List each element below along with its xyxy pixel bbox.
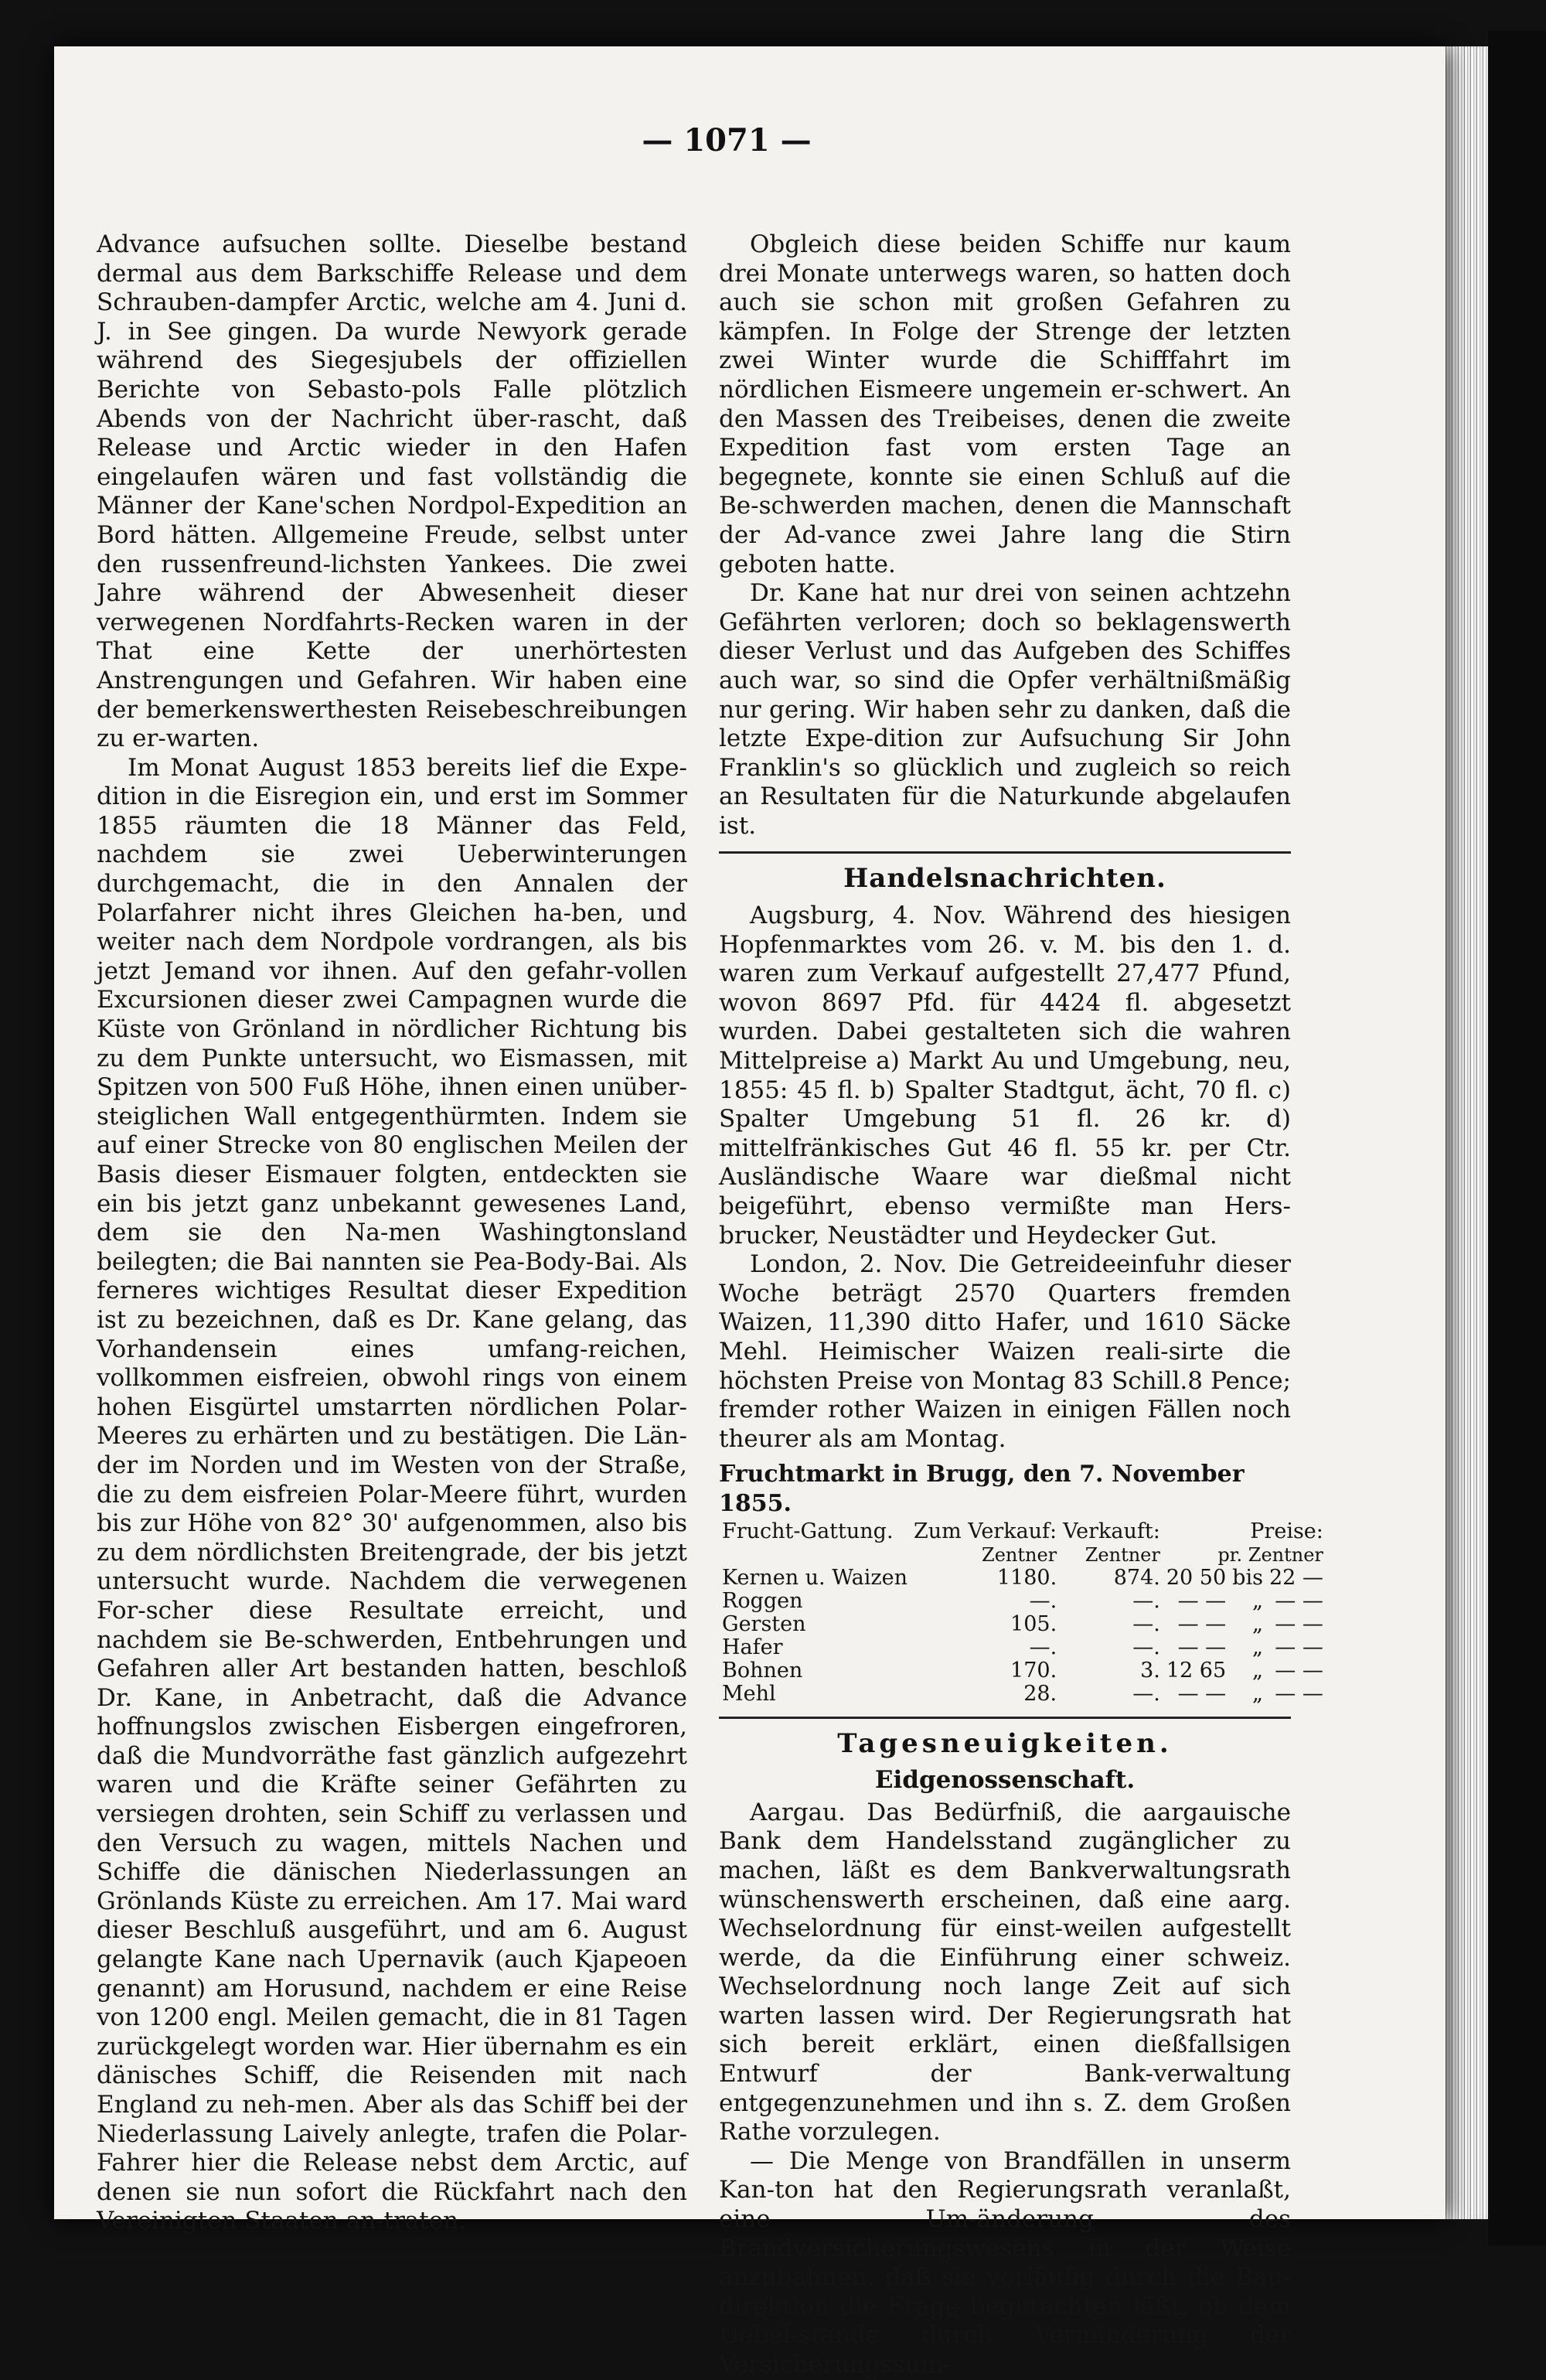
market-cell: — — — [1177, 1611, 1227, 1636]
article-paragraph: Advance aufsuchen sollte. Dieselbe bestand dermal aus dem Barkschiffe Release und dem Schrauben-dampfer Arctic, welche am 4. Juni d. J. in See gingen. Da wurde Newyork gerade während des Siegesjubels der offiziellen Berichte von Sebasto-pols Falle plötzlich Abends von der Nachricht über-rascht, daß Release und Arctic wieder in den Hafen eingelaufen wären und fast vollständig die Männer der Kane'schen Nordpol-Expedition an Bord hätten. Allgemeine Freude, selbst unter den russenfreund-lichsten Yankees. Die zwei Jahre während der Abwesenheit dieser verwegenen Nordfahrts-Recken waren in der That eine Kette der unerhörtesten Anstrengungen und Gefahren. Wir haben eine der bemerkenswerthesten Reisebeschreibungen zu er-warten. — [97, 230, 687, 753]
left-column — [97, 230, 687, 2236]
market-cell: „ — [1251, 1658, 1263, 1683]
market-cell: — — — [1275, 1658, 1323, 1683]
market-cell: — — — [1177, 1635, 1227, 1659]
market-cell: „ — [1251, 1588, 1263, 1613]
right-column — [719, 230, 1323, 2380]
market-cell: 3. — [1140, 1658, 1160, 1683]
market-cell: —. — [1029, 1635, 1057, 1659]
article-paragraph: Dr. Kane hat nur drei von seinen achtzehn Gefährten verloren; doch so beklagenswerth dieser Verlust und das Aufgeben des Schiffes auch war, so sind die Opfer verhältnißmäßig nur gering. Wir haben sehr zu danken, daß die letzte Expe-dition zur Aufsuchung Sir John Franklin's so glücklich und zugleich so reich an Resultaten für die Naturkunde abgelaufen ist. — [719, 579, 1291, 840]
market-cell: —. — [1132, 1588, 1160, 1613]
market-cell: — — — [1275, 1681, 1323, 1706]
market-table — [719, 1520, 1326, 1706]
market-cell: 874. — [1113, 1565, 1160, 1590]
news-item: Aargau. Das Bedürfniß, die aargauische Bank dem Handelsstand zugänglicher zu machen, läßt es dem Bankverwaltungsrath wünschenswerth erscheinen, daß eine aarg. Wechselordnung für einst-weilen aufgestellt werde, da die Einführung einer schweiz. Wechselordnung noch lange Zeit auf sich warten lassen wird. Der Regierungsrath hat sich bereit erklärt, einen dießfallsigen Entwurf der Bank-verwaltung entgegenzunehmen und ihn s. Z. dem Großen Rathe vorzulegen. — [719, 1798, 1291, 2146]
article-paragraph: Obgleich diese beiden Schiffe nur kaum drei Monate unterwegs waren, so hatten doch auch sie schon mit großen Gefahren zu kämpfen. In Folge der Strenge der letzten zwei Winter wurde die Schifffahrt im nördlichen Eismeere ungemein er-schwert. An den Massen des Treibeises, denen die zweite Expedition fast vom ersten Tage an begegnete, konnte sie einen Schluß auf die Be-schwerden machen, denen die Mannschaft der Ad-vance zwei Jahre lang die Stirn geboten hatte. — [719, 230, 1291, 578]
market-cell: „ — [1251, 1611, 1263, 1636]
article-paragraph: Im Monat August 1853 bereits lief die Expe-dition in die Eisregion ein, und erst im Sommer 1855 räumten die 18 Männer das Feld, nachdem sie zwei Ueberwinterungen durchgemacht, die in den Annalen der Polarfahrer nicht ihres Gleichen ha-ben, und weiter nach dem Nordpole vordrangen, als bis jetzt Jemand vor ihnen. Auf den gefahr-vollen Excursionen dieser zwei Campagnen wurde die Küste von Grönland in nördlicher Richtung bis zu dem Punkte untersucht, wo Eismassen, mit Spitzen von 500 Fuß Höhe, ihnen einen unüber-steiglichen Wall entgegenthürmten. Indem sie auf einer Strecke von 80 englischen Meilen der Basis dieser Eismauer folgten, entdeckten sie ein bis jetzt ganz unbekannt gewesenes Land, dem sie den Na-men Washingtonsland beilegten; die Bai nannten sie Pea-Body-Bai. Als ferneres wichtiges Resultat dieser Expedition ist zu bezeichnen, daß es Dr. Kane gelang, das Vorhandensein eines umfang-reichen, vollkommen eisfreien, obwohl rings von einem hohen Eisgürtel umstarrten nördlichen Polar-Meeres zu erhärten und zu bestätigen. Die Län-der im Norden und im Westen von der Straße, die zu dem eisfreien Polar-Meere führt, wurden bis zur Höhe von 82° 30' aufgenommen, also bis zu dem nördlichsten Breitengrade, der bis jetzt untersucht wurde. Nachdem die verwegenen For-scher diese Resultate erreicht, und nachdem sie Be-schwerden, Entbehrungen und Gefahren aller Art bestanden hatten, beschloß Dr. Kane, in Anbetracht, daß die Advance hoffnungslos zwischen Eisbergen eingefroren, daß die Mundvorräthe fast gänzlich aufgezehrt waren und die Kräfte seiner Gefährten zu versiegen drohten, sein Schiff zu verlassen und den Versuch zu wagen, mittels Nachen und Schiffe die dänischen Niederlassungen an Grönlands Küste zu erreichen. Am 17. Mai ward dieser Beschluß ausgeführt, und am 6. August gelangte Kane nach Upernavik (auch Kjapeoen genannt) am Horusund, nachdem er eine Reise von 1200 engl. Meilen gemacht, die in 81 Tagen zurückgelegt worden war. Hier übernahm es ein dänisches Schiff, die Reisenden mit nach England zu neh-men. Aber als das Schiff bei der Niederlassung Laively anlegte, trafen die Polar-Fahrer hier die Release nebst dem Arctic, auf denen sie nun sofort die Rückfahrt nach den Vereinigten Staaten an-traten. — [97, 753, 687, 2235]
section-divider — [719, 851, 1291, 854]
market-row — [719, 1659, 1326, 1683]
market-header-cell: Zentner — [982, 1543, 1057, 1566]
market-header-row — [719, 1520, 1326, 1543]
market-cell: — — — [1275, 1635, 1323, 1659]
market-header-cell: Preise: — [1250, 1519, 1323, 1543]
market-header-cell: Verkauft: — [1063, 1519, 1160, 1543]
market-cell: — — — [1177, 1588, 1227, 1613]
market-subheader-row — [719, 1543, 1326, 1567]
market-cell: „ — [1251, 1681, 1263, 1706]
news-item: — Die Menge von Brandfällen in unserm Kan-ton hat den Regierungsrath veranlaßt, eine Um-änderung des Brandversicherungswesens in der Weise anzubahnen, daß sie vorläufig durch die Bau-direktion die Frage begutachten läßt, ob dem Uebel-stande durch Verminderung der Versicherungssum- — [719, 2146, 1291, 2378]
newspaper-page — [54, 46, 1446, 2378]
market-cell: —. — [1029, 1588, 1057, 1613]
market-cell: Bohnen — [722, 1658, 803, 1683]
market-cell: 12 65 — [1166, 1658, 1227, 1683]
market-cell: Gersten — [722, 1611, 806, 1636]
market-cell: bis — [1232, 1565, 1263, 1590]
market-cell: 170. — [1010, 1658, 1057, 1683]
market-cell: — — — [1177, 1681, 1227, 1706]
market-header-cell: Frucht-Gattung. — [722, 1519, 894, 1543]
market-cell: 28. — [1023, 1681, 1057, 1706]
market-cell: —. — [1132, 1681, 1160, 1706]
market-header-cell: pr. Zentner — [1217, 1543, 1323, 1566]
market-header-cell: Zum Verkauf: — [913, 1519, 1057, 1543]
market-cell: Hafer — [722, 1635, 783, 1659]
market-header-cell: Zentner — [1085, 1543, 1160, 1566]
market-row — [719, 1636, 1326, 1659]
market-cell: 22 — — [1268, 1565, 1323, 1590]
market-header-cell — [719, 1543, 911, 1567]
market-cell: — — — [1275, 1588, 1323, 1613]
market-row — [719, 1567, 1326, 1590]
page-number: — 1071 — — [642, 122, 812, 159]
market-cell: 105. — [1010, 1611, 1057, 1636]
market-cell: 20 50 — [1166, 1565, 1227, 1590]
market-cell: —. — [1132, 1635, 1160, 1659]
market-cell: Kernen u. Waizen — [722, 1565, 908, 1590]
market-row — [719, 1683, 1326, 1706]
section-divider — [719, 1717, 1291, 1719]
news-item: London, 2. Nov. Die Getreideeinfuhr dieser Woche beträgt 2570 Quarters fremden Waizen, 11,390 ditto Hafer, und 1610 Säcke Mehl. Heimischer Waizen reali-sirte die höchsten Preise von Montag 83 Schill.8 Pence; fremder rother Waizen in einigen Fällen noch theurer als am Montag. — [719, 1250, 1291, 1453]
market-cell: „ — [1251, 1635, 1263, 1659]
market-cell: Mehl — [722, 1681, 776, 1706]
news-item: Augsburg, 4. Nov. Während des hiesigen Hopfenmarktes vom 26. v. M. bis den 1. d. waren zum Verkauf aufgestellt 27,477 Pfund, wovon 8697 Pfd. für 4424 fl. abgesetzt wurden. Dabei gestalteten sich die wahren Mittelpreise a) Markt Au und Umgebung, neu, 1855: 45 fl. b) Spalter Stadtgut, ächt, 70 fl. c) Spalter Umgebung 51 fl. 26 kr. d) mittelfränkisches Gut 46 fl. 55 kr. per Ctr. Ausländische Waare war dießmal nicht beigeführt, ebenso vermißte man Hers-brucker, Neustädter und Heydecker Gut. — [719, 902, 1291, 1250]
market-row — [719, 1613, 1326, 1636]
market-rows — [719, 1567, 1326, 1706]
eidgenossenschaft-heading: Eidgenossenschaft. — [874, 1766, 1136, 1795]
market-cell: 1180. — [996, 1565, 1057, 1590]
market-row — [719, 1590, 1326, 1613]
market-cell: —. — [1132, 1611, 1160, 1636]
book-spine-shadow — [1488, 31, 1546, 2245]
tages-heading: Tagesneuigkeiten. — [837, 1727, 1173, 1759]
market-cell: — — — [1275, 1611, 1323, 1636]
market-title: Fruchtmarkt in Brugg, den 7. November 1855. — [719, 1461, 1245, 1517]
market-cell: Roggen — [722, 1588, 803, 1613]
handels-heading: Handelsnachrichten. — [843, 863, 1166, 895]
